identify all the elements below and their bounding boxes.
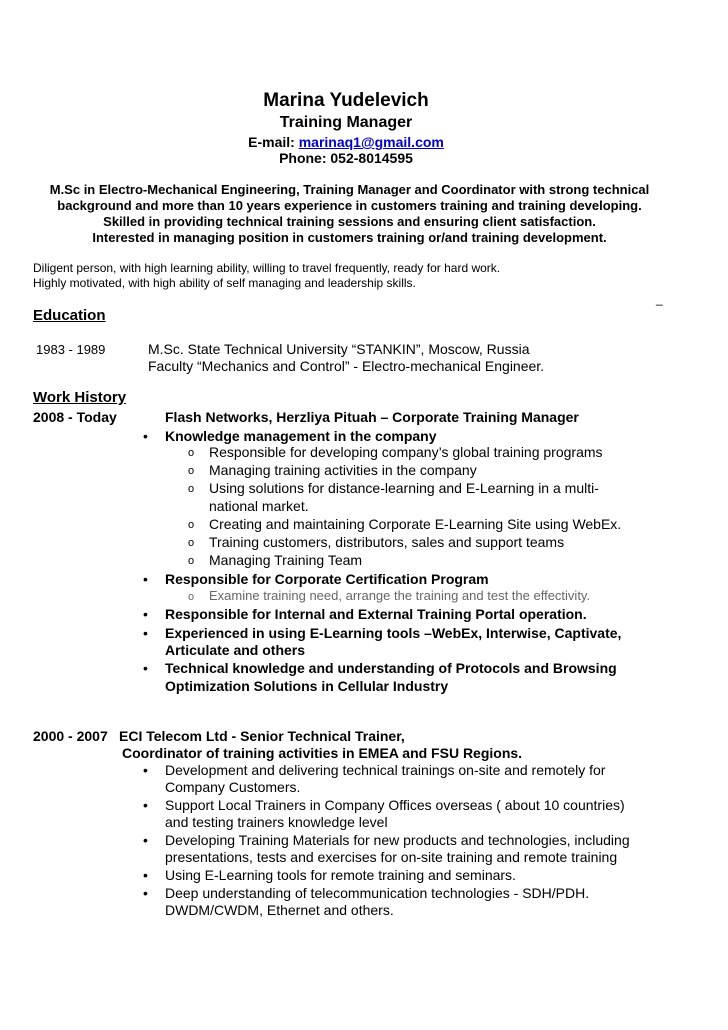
list-item: Using E-Learning tools for remote training and seminars. [165, 867, 516, 883]
job-years: 2000 - 2007 [33, 728, 108, 744]
list-item: Knowledge management in the company [165, 428, 437, 444]
circle-bullet-icon: o [188, 465, 195, 477]
work-history-heading: Work History [33, 389, 127, 406]
education-years: 1983 - 1989 [36, 342, 106, 357]
sub-list-item: national market. [209, 498, 309, 514]
circle-bullet-icon: o [188, 447, 195, 459]
list-item-continued: Optimization Solutions in Cellular Industry [165, 678, 449, 694]
list-item: Developing Training Materials for new products and technologies, including [165, 832, 630, 848]
summary-line: Interested in managing position in customers training or/and training development. [92, 230, 607, 245]
bullet-icon: • [143, 832, 148, 848]
list-item: Technical knowledge and understanding of Protocols and Browsing [165, 660, 617, 676]
bullet-icon: • [143, 571, 148, 587]
bullet-icon: • [143, 885, 148, 901]
sub-list-item: Managing Training Team [209, 552, 363, 568]
stray-mark: _ [656, 292, 663, 306]
list-item-continued: Articulate and others [165, 642, 306, 658]
sub-list-item: Examine training need, arrange the training and test the effectivity. [209, 588, 591, 603]
candidate-name: Marina Yudelevich [263, 90, 429, 111]
sub-list-item: Using solutions for distance-learning and E-Learning in a multi- [209, 480, 599, 496]
list-item-continued: DWDM/CWDM, Ethernet and others. [165, 902, 394, 918]
intro-line: Highly motivated, with high ability of self managing and leadership skills. [33, 276, 416, 290]
summary [33, 182, 666, 246]
list-item-continued: and testing trainers knowledge level [165, 814, 388, 830]
list-item: Experienced in using E-Learning tools –WebEx, Interwise, Captivate, [165, 625, 622, 641]
circle-bullet-icon: o [188, 483, 195, 495]
bullet-icon: • [143, 606, 148, 622]
summary-line: Skilled in providing technical training sessions and ensuring client satisfaction. [103, 214, 596, 229]
email-link[interactable]: marinaq1@gmail.com [298, 134, 444, 150]
email-line [0, 134, 692, 150]
circle-bullet-icon: o [188, 537, 195, 549]
list-item-continued: Company Customers. [165, 779, 301, 795]
job-title-line: Flash Networks, Herzliya Pituah – Corporate Training Manager [165, 409, 579, 425]
circle-bullet-icon: o [188, 591, 195, 603]
bullet-icon: • [143, 428, 148, 444]
list-item-continued: presentations, tests and exercises for on-site training and remote training [165, 849, 618, 865]
bullet-icon: • [143, 660, 148, 676]
list-item: Development and delivering technical trainings on-site and remotely for [165, 762, 606, 778]
summary-line: M.Sc in Electro-Mechanical Engineering, Training Manager and Coordinator with strong technical [49, 182, 650, 197]
sub-list-item: Responsible for developing company’s global training programs [209, 444, 603, 460]
bullet-icon: • [143, 762, 148, 778]
education-line: Faculty “Mechanics and Control” - Electro-mechanical Engineer. [148, 358, 545, 374]
sub-list-item: Managing training activities in the company [209, 462, 477, 478]
list-item: Responsible for Corporate Certification Program [165, 571, 489, 587]
education-heading: Education [33, 307, 106, 324]
list-item: Deep understanding of telecommunication technologies - SDH/PDH. [165, 885, 590, 901]
bullet-icon: • [143, 625, 148, 641]
bullet-icon: • [143, 867, 148, 883]
summary-line: background and more than 10 years experience in customers training and training developing. [57, 198, 642, 213]
sub-list-item: Training customers, distributors, sales and support teams [209, 534, 565, 550]
phone-line: Phone: 052-8014595 [279, 150, 413, 166]
job-years: 2008 - Today [33, 409, 117, 425]
education-details [148, 341, 544, 375]
email-label: E-mail: [248, 134, 299, 150]
intro [33, 261, 500, 291]
circle-bullet-icon: o [188, 519, 195, 531]
education-line: M.Sc. State Technical University “STANKIN”, Moscow, Russia [148, 341, 530, 357]
intro-line: Diligent person, with high learning ability, willing to travel frequently, ready for hard work. [33, 261, 501, 275]
job-title-line: ECI Telecom Ltd - Senior Technical Trainer, [119, 728, 405, 744]
list-item: Support Local Trainers in Company Offices overseas ( about 10 countries) [165, 797, 625, 813]
list-item: Responsible for Internal and External Training Portal operation. [165, 606, 587, 622]
job-title: Training Manager [279, 114, 413, 131]
sub-list-item: Creating and maintaining Corporate E-Learning Site using WebEx. [209, 516, 622, 532]
circle-bullet-icon: o [188, 555, 195, 567]
bullet-icon: • [143, 797, 148, 813]
job-subtitle: Coordinator of training activities in EMEA and FSU Regions. [122, 745, 523, 761]
